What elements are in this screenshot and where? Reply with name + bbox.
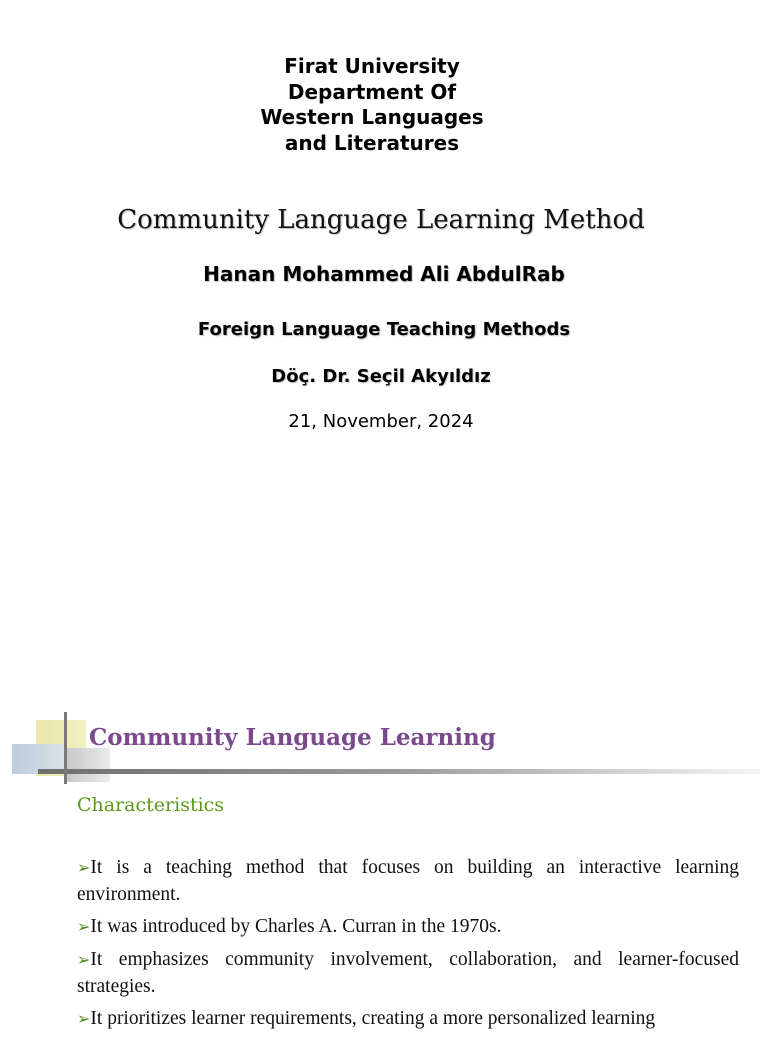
presentation-title: Community Language Learning Method: [117, 205, 645, 235]
content-slide: [0, 700, 768, 1029]
arrow-bullet-icon: ➢: [77, 919, 91, 936]
bullet-text: It is a teaching method that focuses on building an interactive learning environment.: [77, 857, 739, 905]
institution-line: Firat University: [284, 54, 460, 78]
institution-line: and Literatures: [284, 130, 460, 155]
course-name: Foreign Language Teaching Methods: [197, 319, 571, 340]
bullet-text: It emphasizes community involvement, collaboration, and learner-focused strategies.: [77, 949, 739, 997]
institution-name: [0, 54, 744, 156]
list-item: [77, 855, 739, 908]
decor-title-underline: [38, 769, 760, 774]
list-item: [77, 947, 739, 1000]
institution-line: Western Languages: [260, 105, 484, 129]
presentation-date: 21, November, 2024: [288, 411, 474, 432]
bullet-text: It prioritizes learner requirements, creating a more personalized learning: [90, 1008, 656, 1029]
institution-line: Department Of: [287, 79, 457, 104]
decor-gray-square: [66, 748, 110, 782]
list-item: [77, 914, 739, 941]
bullet-text: It was introduced by Charles A. Curran in the 1970s.: [90, 916, 502, 937]
list-item: [77, 1006, 739, 1033]
slide-title: Community Language Learning: [89, 724, 496, 751]
arrow-bullet-icon: ➢: [77, 952, 91, 969]
author-name: Hanan Mohammed Ali AbdulRab: [203, 262, 565, 286]
bullet-list: [77, 855, 739, 1039]
section-subheading: Characteristics: [77, 794, 225, 816]
instructor-name: Döç. Dr. Seçil Akyıldız: [271, 366, 491, 387]
decor-vertical-line: [64, 712, 67, 784]
arrow-bullet-icon: ➢: [77, 860, 91, 877]
arrow-bullet-icon: ➢: [77, 1011, 91, 1028]
